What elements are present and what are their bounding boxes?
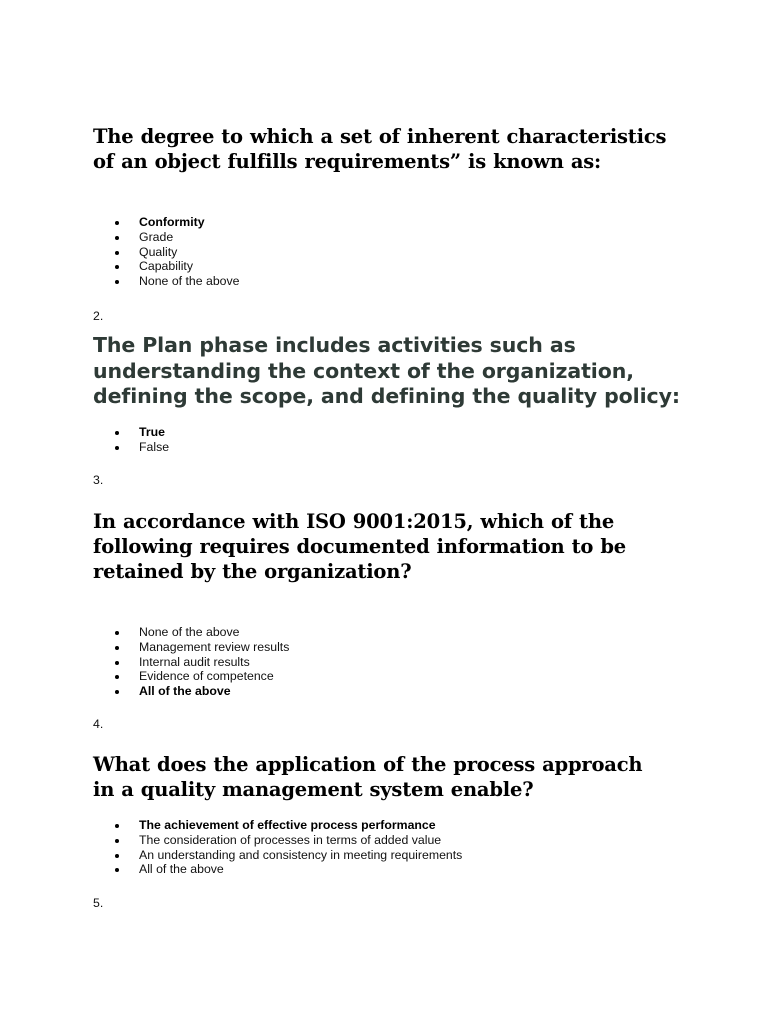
list-item: Management review results — [115, 640, 289, 655]
question-3-number: 3. — [93, 473, 104, 487]
list-item: Internal audit results — [115, 655, 289, 670]
question-5-number: 5. — [93, 896, 104, 910]
question-3-title: In accordance with ISO 9001:2015, which of the following requires documented information to be retained by the organization? — [93, 510, 626, 583]
list-item: All of the above — [115, 862, 462, 877]
list-item: Grade — [115, 230, 240, 245]
list-item: Evidence of competence — [115, 669, 289, 684]
list-item: The achievement of effective process performance — [115, 818, 462, 833]
question-4-number: 4. — [93, 717, 104, 731]
list-item: An understanding and consistency in meeting requirements — [115, 848, 462, 863]
question-3-options — [115, 625, 289, 699]
question-4-title: What does the application of the process approach in a quality management system enable? — [93, 753, 643, 801]
question-2-title: The Plan phase includes activities such as understanding the context of the organization, defining the scope, and defining the quality policy: — [93, 333, 680, 408]
question-4-options — [115, 818, 462, 877]
list-item: Capability — [115, 259, 240, 274]
list-item: Conformity — [115, 215, 240, 230]
question-2-options — [115, 425, 169, 455]
list-item: None of the above — [115, 274, 240, 289]
question-1-title: The degree to which a set of inherent characteristics of an object fulfills requirements” is known as: — [93, 125, 667, 173]
list-item: The consideration of processes in terms of added value — [115, 833, 462, 848]
question-1-options — [115, 215, 240, 289]
list-item: Quality — [115, 245, 240, 260]
list-item: All of the above — [115, 684, 289, 699]
list-item: None of the above — [115, 625, 289, 640]
list-item: True — [115, 425, 169, 440]
list-item: False — [115, 440, 169, 455]
question-2-number: 2. — [93, 309, 104, 323]
